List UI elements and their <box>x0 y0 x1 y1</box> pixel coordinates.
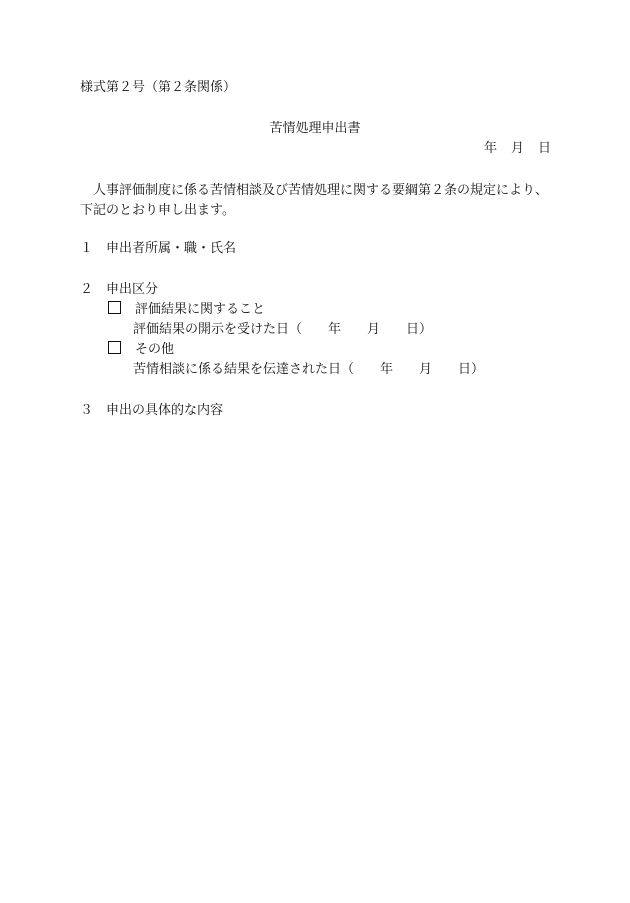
notification-year-label: 年 <box>380 362 394 377</box>
disclosure-month-label: 月 <box>367 322 381 337</box>
option-other[interactable] <box>106 341 174 359</box>
section-3-number: ３ <box>80 403 94 418</box>
checkbox-other[interactable] <box>108 341 121 354</box>
section-1-label: 申出者所属・職・氏名 <box>106 241 237 256</box>
date-line <box>484 140 551 158</box>
form-number: 様式第２号（第２条関係） <box>80 80 237 95</box>
option-other-date <box>133 361 484 379</box>
disclosure-day-label: 日） <box>406 322 433 337</box>
date-day-label: 日 <box>538 141 552 156</box>
section-2 <box>80 281 158 299</box>
option-evaluation-result[interactable] <box>106 301 265 319</box>
intro-text-line-2: 下記のとおり申し出ます。 <box>80 203 235 218</box>
option-other-label: その他 <box>135 342 175 357</box>
intro-text-line-1: 人事評価制度に係る苦情相談及び苦情処理に関する要綱第２条の規定により、 <box>93 183 549 198</box>
section-2-label: 申出区分 <box>106 282 159 297</box>
notification-day-label: 日） <box>458 362 485 377</box>
checkbox-evaluation-result[interactable] <box>108 301 121 314</box>
option-evaluation-result-date <box>133 321 432 339</box>
notification-month-label: 月 <box>419 362 433 377</box>
date-month-label: 月 <box>511 141 525 156</box>
option-evaluation-result-label: 評価結果に関すること <box>135 302 266 317</box>
date-year-label: 年 <box>484 141 498 156</box>
section-3 <box>80 402 223 420</box>
section-3-label: 申出の具体的な内容 <box>106 403 224 418</box>
notification-date-label: 苦情相談に係る結果を伝達された日（ <box>133 362 355 377</box>
disclosure-year-label: 年 <box>328 322 342 337</box>
document-title: 苦情処理申出書 <box>269 121 361 136</box>
section-1-number: １ <box>80 241 94 256</box>
section-2-number: ２ <box>80 282 94 297</box>
disclosure-date-label: 評価結果の開示を受けた日（ <box>133 322 303 337</box>
section-1 <box>80 240 236 258</box>
